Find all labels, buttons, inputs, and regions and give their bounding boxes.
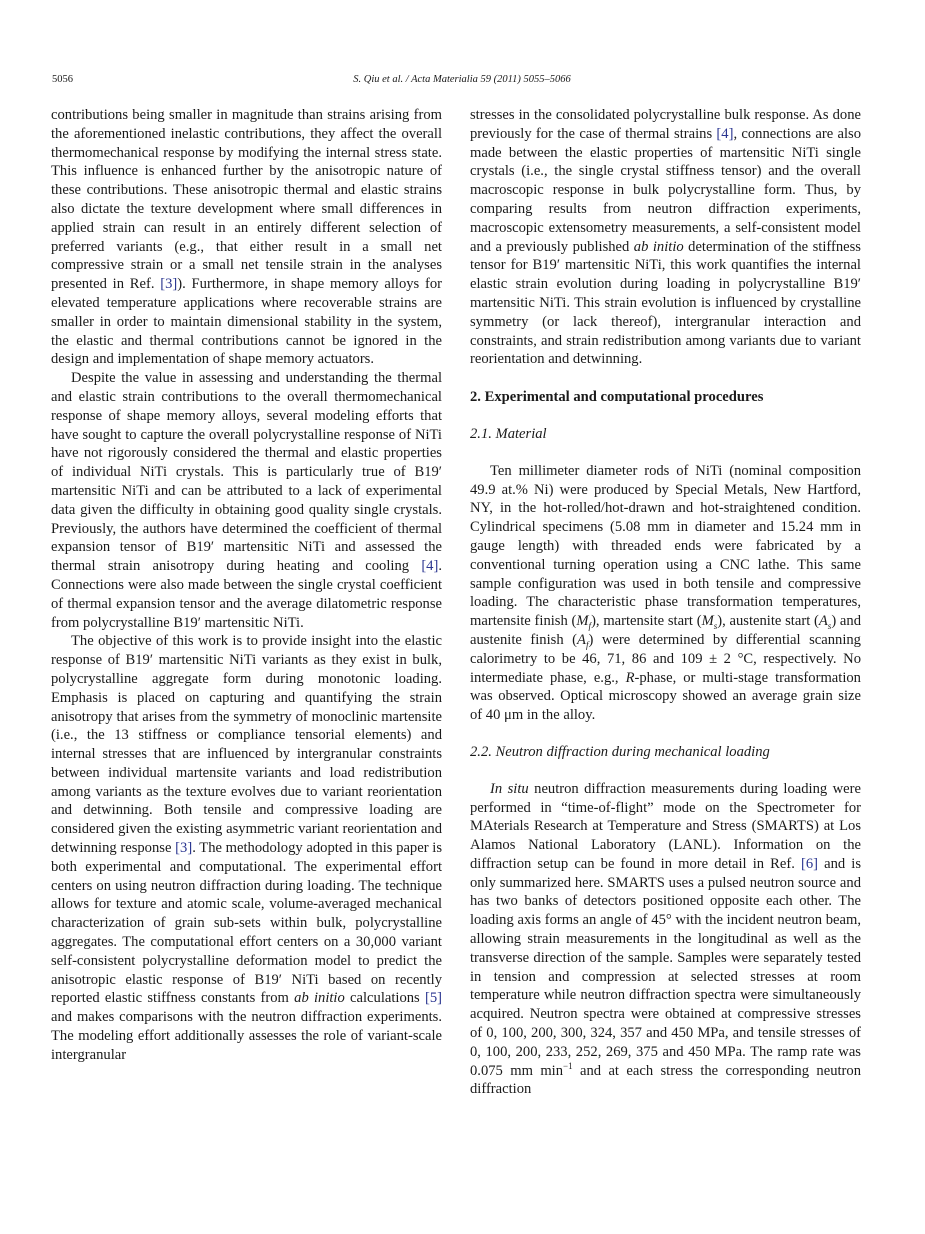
- paragraph-text: ), martensite start (: [591, 613, 702, 630]
- section-heading: 2. Experimental and computational procedures: [470, 389, 764, 406]
- paragraph: [470, 780, 861, 1100]
- paragraph: [470, 462, 861, 725]
- paragraph: [51, 369, 442, 632]
- italic-term: ab initio: [633, 238, 684, 255]
- paragraph-text: ). Furthermore, in shape memory alloys for elevated temperature applications where recoverable strains are smaller in order to maintain dimensional stability in the system, the elastic and thermal contributions cannot be ignored in the design and implementation of shape memory actuators.: [51, 276, 442, 368]
- paragraph-text: calculations: [344, 990, 425, 1007]
- paragraph-text: and is only summarized here. SMARTS uses a pulsed neutron source and has two banks of detectors positioned opposite each other. The loading axis forms an angle of 45° with the incident neutron beam, allowing strain measurements in the longitudinal as well as the transverse direction of the sample. Samples were separately tested in tension and compression at selected stresses at room temperature while neutron diffraction spectra were simultaneously acquired. Neutron spectra were obtained at compressive stresses of 0, 100, 200, 300, 324, 357 and 450 MPa, and tensile stresses of 0, 100, 200, 233, 252, 269, 375 and 450 MPa. The ramp rate was 0.075 mm min: [470, 855, 861, 1079]
- paragraph-text: Despite the value in assessing and understanding the thermal and elastic strain contributions to the overall thermomechanical response of shape memory alloys, several modeling efforts that have sought to capture the overall polycrystalline response of NiTi have not rigorously considered the thermal and elastic properties of individual NiTi crystals. This is particularly true of B19′ martensitic NiTi and can be attributed to a lack of experimental data given the difficulty in obtaining good quality single crystals. Previously, the authors have determined the coefficient of thermal expansion tensor of B19′ martensitic NiTi and assessed the thermal strain anisotropy during heating and cooling: [51, 370, 442, 575]
- paragraph-text: . Connections were also made between the single crystal coefficient of thermal expansion tensor and the average dilatometric response from polycrystalline B19′ martensitic NiTi.: [51, 558, 442, 631]
- running-header: [52, 74, 872, 90]
- italic-term: ab initio: [294, 990, 345, 1007]
- paragraph: [470, 106, 861, 369]
- paragraph-text: and makes comparisons with the neutron diffraction experiments. The modeling effort additionally assesses the role of variant-scale intergranular: [51, 1009, 442, 1063]
- symbol-as: $A_s$: [818, 613, 832, 632]
- superscript: −1: [563, 1060, 573, 1071]
- paragraph-text: . The methodology adopted in this paper is both experimental and computational. The experimental effort centers on using neutron diffraction during loading. The technique allows for texture and atomic scale, volume-averaged mechanical characterization of grain sub-sets within bulk, polycrystalline aggregates. The computational effort centers on a 30,000 variant self-consistent polycrystalline deformation model to predict the anisotropic elastic response of B19′ NiTi based on recently reported elastic stiffness constants from: [51, 840, 443, 1007]
- symbol-mf: $M_f$: [576, 613, 592, 632]
- citation-link[interactable]: [3]: [160, 276, 178, 293]
- paragraph-text: contributions being smaller in magnitude than strains arising from the aforementioned inelastic contributions, they affect the overall thermomechanical response by modifying the internal stress state. This influence is enhanced further by the anisotropic nature of these contributions. These anisotropic thermal and elastic strains also dictate the texture development where small differences in applied strain can result in an entirely different selection of preferred variants (e.g., that either result in a small net compressive strain or a small net tensile strain in the analyses presented in Ref.: [51, 107, 442, 293]
- italic-term: R: [625, 669, 635, 686]
- citation-link[interactable]: [4]: [716, 125, 734, 142]
- paragraph-text: , connections are also made between the elastic properties of martensitic NiTi single crystals (i.e., the single crystal stiffness tensor) and the overall macroscopic response in bulk polycrystalline form. Thus, by comparing results from neutron diffraction experiments, macroscopic extensometry measurements, a self-consistent model and a previously published: [470, 125, 861, 255]
- paragraph-text: -phase, or multi-stage transformation was observed. Optical microscopy showed an average grain size of 40 μm in the alloy.: [470, 669, 861, 724]
- paragraph-text: and at each stress the corresponding neutron diffraction: [470, 1062, 861, 1098]
- paragraph-text: ) and austenite finish (: [470, 613, 861, 648]
- symbol-ms: $M_s$: [701, 613, 718, 632]
- citation-link[interactable]: [5]: [424, 990, 442, 1007]
- citation-link[interactable]: [3]: [175, 840, 193, 857]
- left-column: [51, 106, 442, 1065]
- journal-reference: S. Qiu et al. / Acta Materialia 59 (2011) 5055–5066: [353, 74, 571, 85]
- subsection-heading: 2.2. Neutron diffraction during mechanical loading: [470, 743, 770, 760]
- italic-term: In situ: [490, 780, 529, 797]
- right-column: [470, 106, 861, 1099]
- citation-link[interactable]: [4]: [421, 558, 439, 575]
- paragraph-text: ), austenite start (: [717, 613, 819, 630]
- page-number: 5056: [52, 74, 73, 85]
- paragraph-text: neutron diffraction measurements during loading were performed in “time-of-flight” mode on the Spectrometer for MAterials Research at Temperature and Stress (SMARTS) at Los Alamos National Laboratory (LANL). Information on the diffraction setup can be found in more detail in Ref.: [470, 780, 862, 872]
- paragraph: [51, 106, 442, 369]
- paragraph-text: ) were determined by differential scanning calorimetry to be 46, 71, 86 and 109 ± 2 °C, respectively. No intermediate phase, e.g.,: [470, 631, 861, 686]
- citation-link[interactable]: [6]: [800, 855, 818, 872]
- paragraph-text: Ten millimeter diameter rods of NiTi (nominal composition 49.9 at.% Ni) were produced by Special Metals, New Hartford, NY, in the hot-rolled/hot-drawn and hot-straightened condition. Cylindrical specimens (5.08 mm in diameter and 15.24 mm in gauge length) with threaded ends were fabricated by a conventional turning operation using a CNC lathe. This same sample configuration was used in both tensile and compressive loading. The characteristic phase transformation temperatures, martensite finish (: [470, 462, 861, 630]
- paragraph-text: determination of the stiffness tensor for B19′ martensitic NiTi, this work quantifies the internal elastic strain evolution during loading in polycrystalline B19′ martensitic NiTi. This strain evolution is influenced by crystalline symmetry (or lack thereof), intergranular interaction and constraints, and strain redistribution among variants due to variant reorientation and detwinning.: [470, 238, 861, 368]
- paragraph-text: The objective of this work is to provide insight into the elastic response of B19′ martensitic NiTi variants as they exist in bulk, polycrystalline aggregate form during monotonic loading. Emphasis is placed on capturing and quantifying the strain anisotropy that arises from the symmetry of monoclinic martensite (i.e., the 13 stiffness or compliance tensorial elements) and internal stresses that are influenced by intergranular constraints between individual martensite variants and load redistribution among variants as the texture evolves due to variant reorientation and detwinning. Both tensile and compressive loading are considered given the existing asymmetric variant reorientation and detwinning response: [51, 633, 442, 857]
- paragraph: [51, 632, 442, 1064]
- paragraph-text: stresses in the consolidated polycrystalline bulk response. As done previously for the case of thermal strains: [470, 107, 861, 142]
- subsection-heading: 2.1. Material: [470, 425, 547, 442]
- symbol-af: $A_f$: [577, 631, 589, 650]
